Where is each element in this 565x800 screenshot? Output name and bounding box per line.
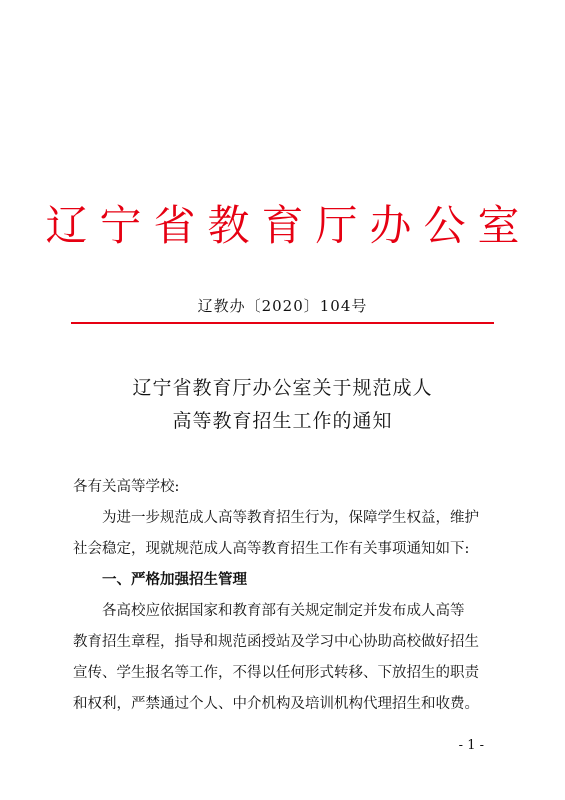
section-1-line-1: 各高校应依据国家和教育部有关规定制定并发布成人高等 xyxy=(102,603,465,619)
section-1-line-2: 教育招生章程，指导和规范函授站及学习中心协助高校做好招生 xyxy=(73,634,479,650)
document-title-line-1: 辽宁省教育厅办公室关于规范成人 xyxy=(132,377,433,399)
red-separator-line xyxy=(71,322,494,324)
page-number: - 1 - xyxy=(458,738,484,753)
section-1-line-3: 宣传、学生报名等工作，不得以任何形式转移、下放招生的职责 xyxy=(73,665,479,681)
intro-line-1: 为进一步规范成人高等教育招生行为，保障学生权益，维护 xyxy=(102,510,479,526)
salutation: 各有关高等学校: xyxy=(73,479,180,495)
intro-line-2: 社会稳定，现就规范成人高等教育招生工作有关事项通知如下: xyxy=(73,541,470,557)
section-1-line-4: 和权利，严禁通过个人、中介机构及培训机构代理招生和收费。 xyxy=(73,696,479,712)
document-title xyxy=(0,372,565,438)
document-body xyxy=(73,472,493,720)
document-title-line-2: 高等教育招生工作的通知 xyxy=(172,410,393,432)
document-number: 辽教办〔2020〕104号 xyxy=(197,297,368,315)
issuer-red-header: 辽宁省教育厅办公室 xyxy=(45,201,532,250)
section-1-heading: 一、严格加强招生管理 xyxy=(102,572,247,588)
